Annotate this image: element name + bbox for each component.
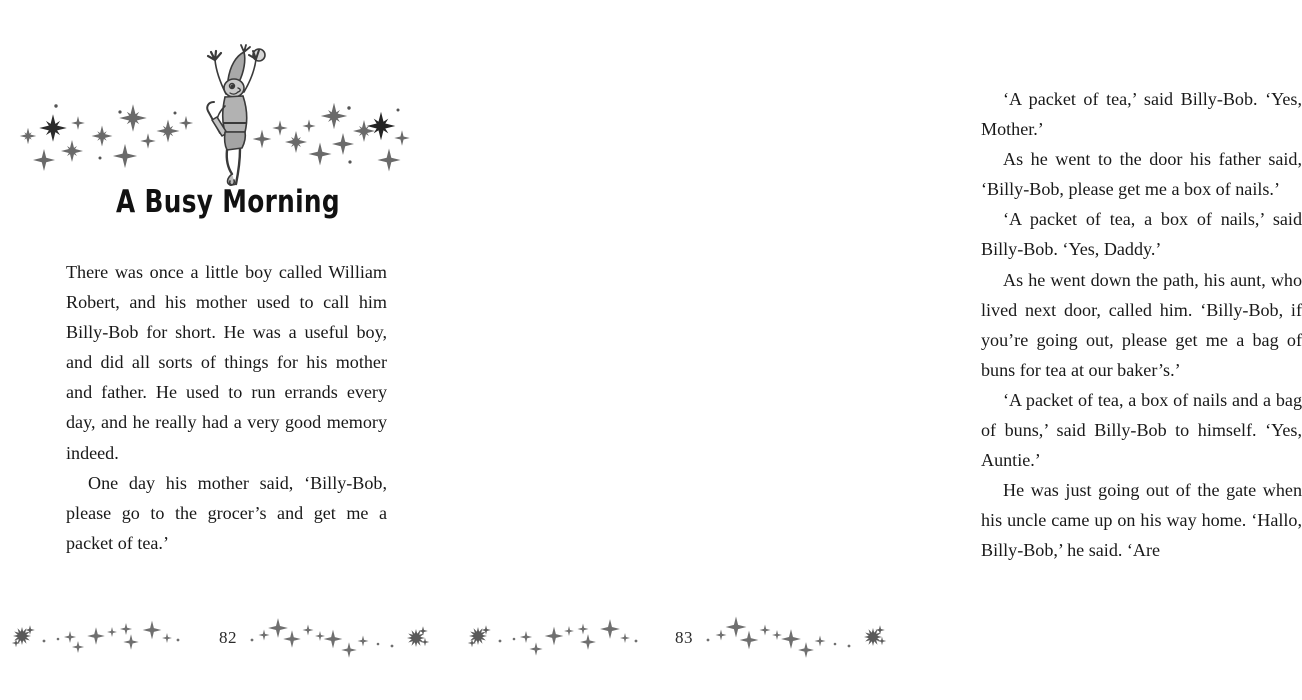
right-page-footer <box>456 620 912 660</box>
pixie-illustration <box>192 40 278 188</box>
paragraph: ‘A packet of tea, a box of nails,’ said Billy-Bob. ‘Yes, Daddy.’ <box>981 209 1302 260</box>
right-column-body-text <box>981 84 1302 566</box>
left-column-body-text <box>66 257 387 558</box>
paragraph: One day his mother said, ‘Billy-Bob, please go to the grocer’s and get me a packet of tea.’ <box>66 472 387 553</box>
paragraph: He was just going out of the gate when his uncle came up on his way home. ‘Hallo, Billy-Bob,’ he said. ‘Are <box>981 480 1302 561</box>
right-page <box>456 0 1302 700</box>
page-number: 83 <box>675 628 693 647</box>
paragraph: ‘A packet of tea, a box of nails and a bag of buns,’ said Billy-Bob to himself. ‘Yes, Auntie.’ <box>981 389 1302 471</box>
chapter-header <box>0 34 456 234</box>
left-page-footer <box>0 620 456 660</box>
left-page <box>0 0 456 700</box>
paragraph: ‘A packet of tea,’ said Billy-Bob. ‘Yes, Mother.’ <box>981 89 1302 140</box>
paragraph: There was once a little boy called William Robert, and his mother used to call him Billy-Bob for short. He was a useful boy, and did all sorts of things for his mother and father. He used to run errands every day, and he really had a very good memory indeed. <box>66 262 387 463</box>
paragraph: As he went down the path, his aunt, who lived next door, called him. ‘Billy-Bob, if you’re going out, please get me a bag of buns for tea at our baker’s.’ <box>981 269 1302 380</box>
paragraph: As he went to the door his father said, ‘Billy-Bob, please get me a box of nails.’ <box>981 149 1302 200</box>
page-number: 82 <box>219 628 237 647</box>
chapter-title: A Busy Morning <box>116 184 340 220</box>
